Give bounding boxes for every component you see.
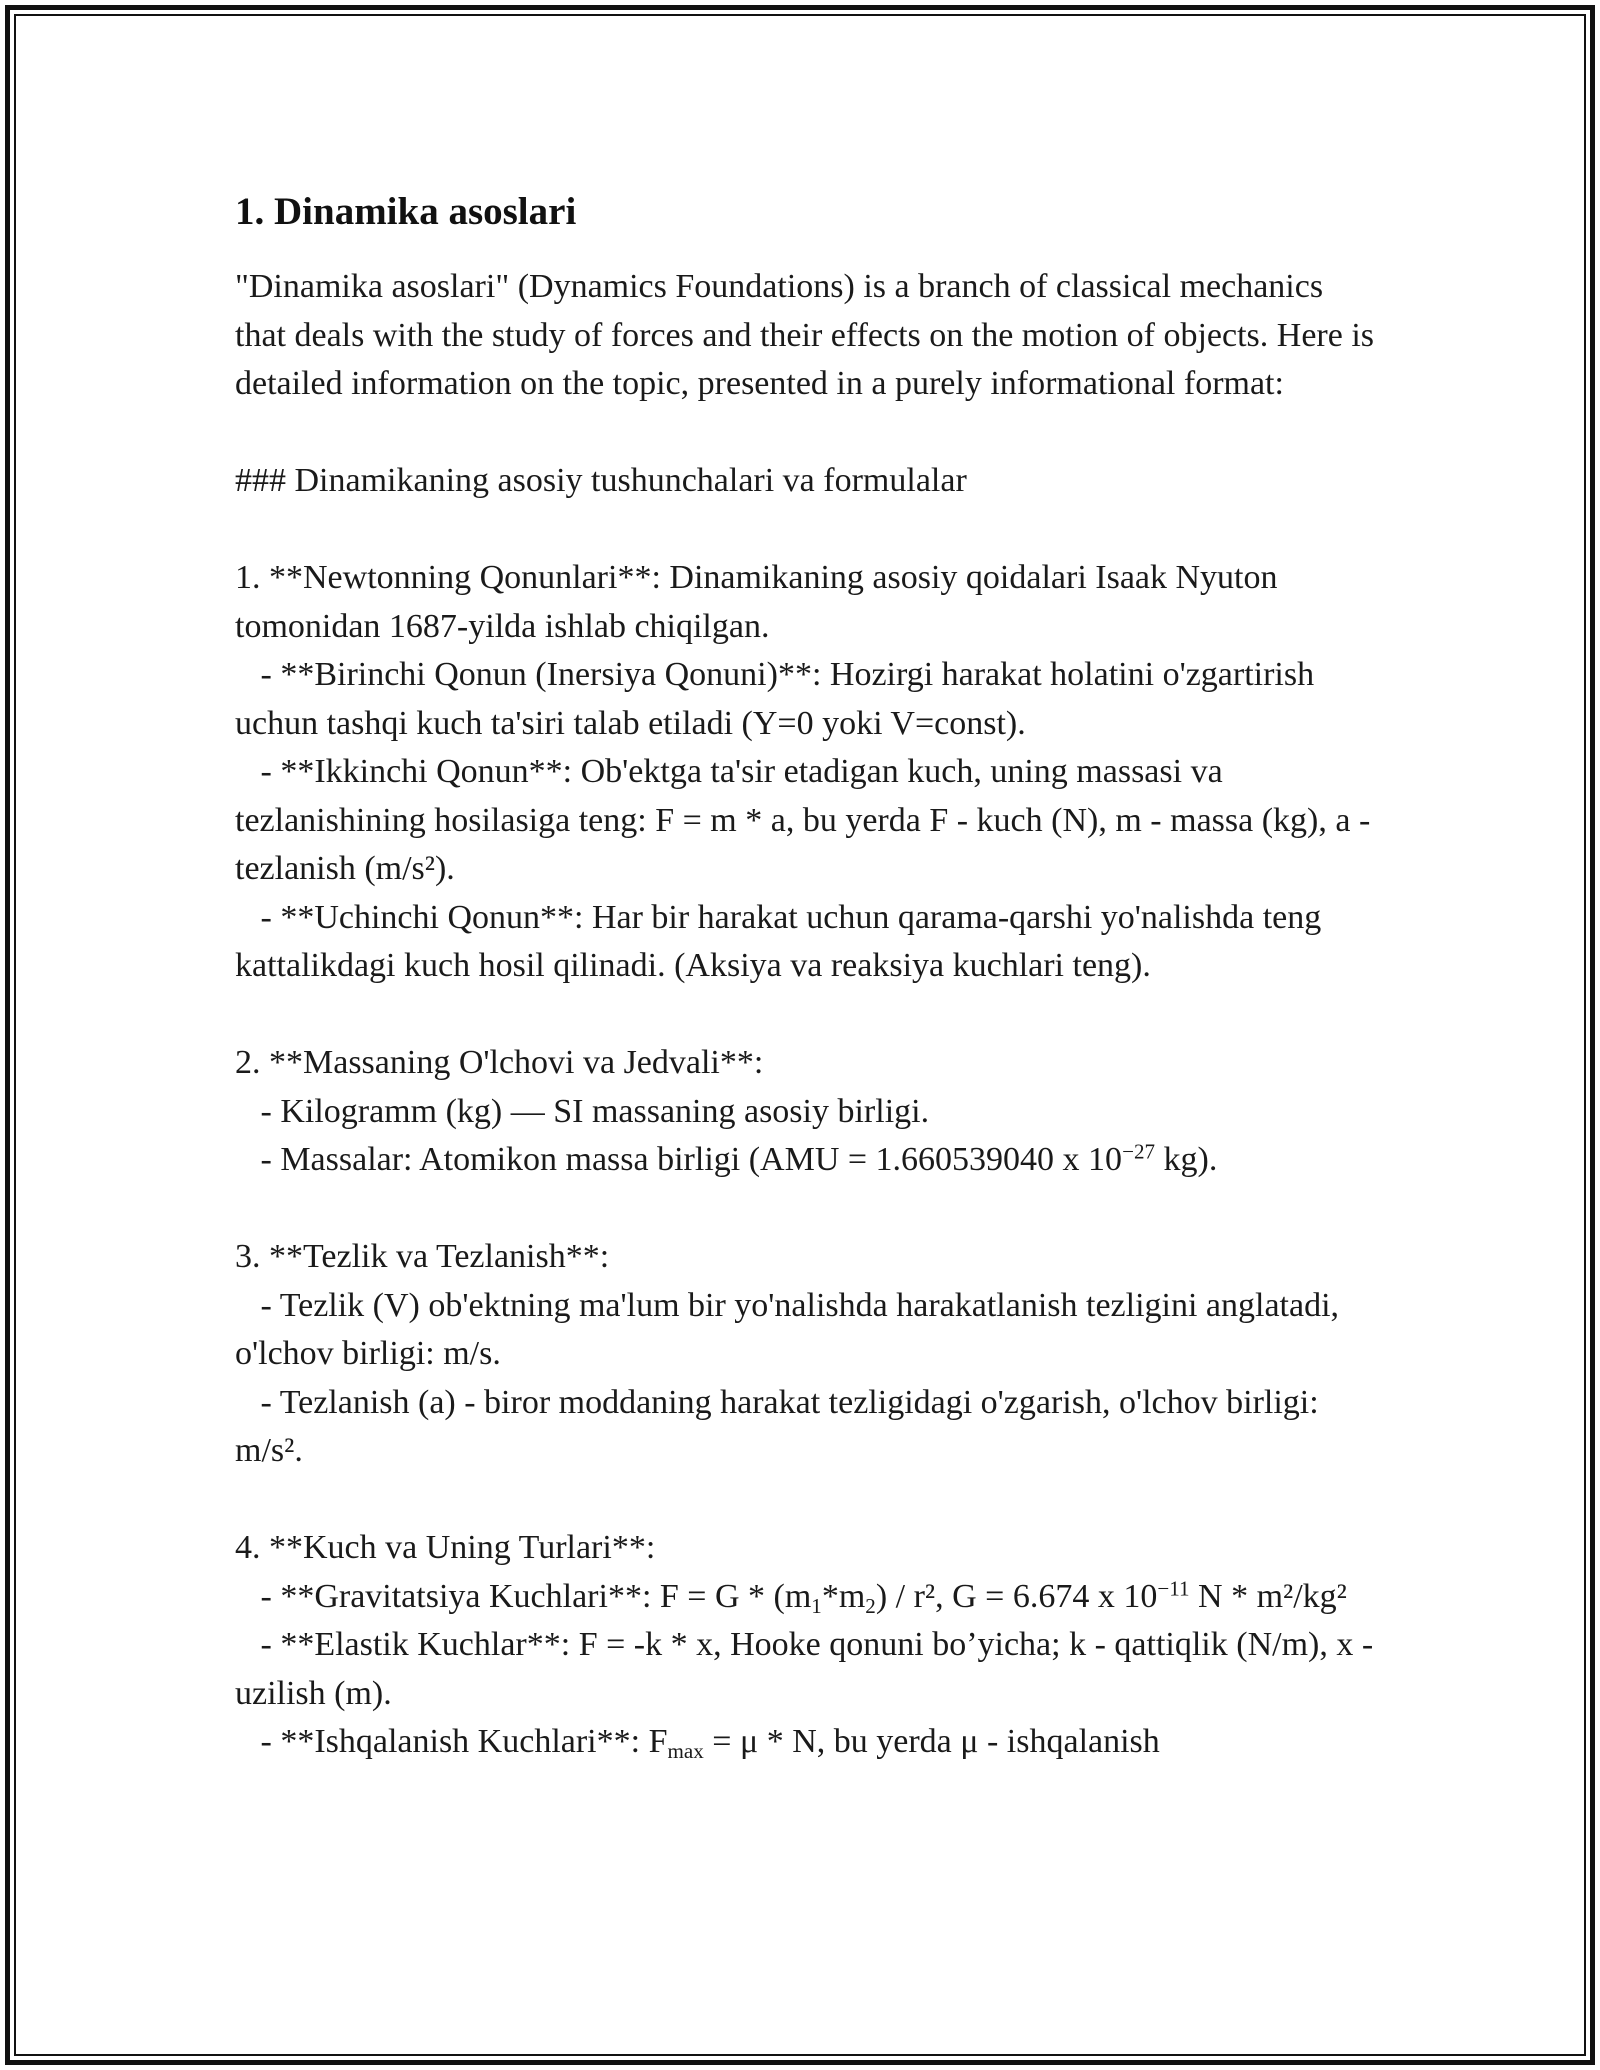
section-velocity (235, 1233, 1375, 1476)
intro-paragraph: "Dinamika asoslari" (Dynamics Foundations) is a branch of classical mechanics that deals with the study of forces and their effects on the motion of objects. Here is detailed information on the topic, presented in a purely informational format: (235, 268, 1383, 402)
spacer (235, 1185, 1375, 1234)
superscript: −11 (1157, 1575, 1190, 1600)
spacer (235, 506, 1375, 555)
section-subheading: ### Dinamikaning asosiy tushunchalari va formulalar (235, 462, 967, 499)
section-title: 4. **Kuch va Uning Turlari**: (235, 1529, 656, 1566)
list-item: - **Uchinchi Qonun**: Har bir harakat uchun qarama-qarshi yo'nalishda teng kattalikdagi kuch hosil qilinadi. (Aksiya va reaksiya kuchlari teng). (235, 898, 1330, 984)
list-item: - **Birinchi Qonun (Inersiya Qonuni)**: Hozirgi harakat holatini o'zgartirish uchun tashqi kuch ta'siri talab etiladi (Y=0 yoki V=const). (235, 656, 1323, 742)
subscript: 2 (865, 1593, 876, 1618)
text-run: = μ * N, bu yerda μ - ishqalanish (703, 1723, 1160, 1760)
text-run: - **Gravitatsiya Kuchlari**: F = G * (m (235, 1577, 812, 1615)
spacer (235, 991, 1375, 1040)
spacer (235, 409, 1375, 458)
text-run: - **Ishqalanish Kuchlari**: F (235, 1723, 668, 1760)
subscript: max (667, 1738, 704, 1763)
list-item (235, 1718, 1375, 1767)
section-title: 2. **Massaning O'lchovi va Jedvali**: (235, 1044, 764, 1081)
list-item (235, 1136, 1375, 1185)
list-item: - **Elastik Kuchlar**: F = -k * x, Hooke qonuni bo’yicha; k - qattiqlik (N/m), x - uzilish (m). (235, 1626, 1382, 1712)
section-title: 1. **Newtonning Qonunlari**: Dinamikaning asosiy qoidalari Isaak Nyuton tomonidan 1687-yilda ishlab chiqilgan. (235, 559, 1286, 645)
text-run: N * m²/kg² (1189, 1577, 1347, 1615)
text-run: ) / r², G = 6.674 x 10 (875, 1577, 1158, 1615)
document-body (235, 180, 1383, 1767)
section-newton-laws (235, 554, 1379, 991)
subscript: 1 (811, 1593, 822, 1618)
section-forces (235, 1524, 1382, 1767)
superscript: −27 (1122, 1139, 1156, 1164)
section-title: 3. **Tezlik va Tezlanish**: (235, 1238, 610, 1275)
list-item (235, 1573, 1375, 1622)
list-item: - Kilogramm (kg) — SI massaning asosiy birligi. (235, 1092, 930, 1130)
section-mass (235, 1039, 1375, 1185)
list-item: - Tezlanish (a) - biror moddaning harakat tezligidagi o'zgarish, o'lchov birligi: m/s². (235, 1383, 1328, 1469)
text-run: kg). (1155, 1141, 1218, 1178)
spacer (235, 1476, 1375, 1525)
list-item: - Tezlik (V) ob'ektning ma'lum bir yo'nalishda harakatlanish tezligini anglatadi, o'lchov birligi: m/s. (235, 1286, 1348, 1372)
list-item: - **Ikkinchi Qonun**: Ob'ektga ta'sir etadigan kuch, uning massasi va tezlanishining hosilasiga teng: F = m * a, bu yerda F - kuch (N), m - massa (kg), a - tezlanish (m/s²). (235, 753, 1379, 887)
text-run: - Massalar: Atomikon massa birligi (AMU = 1.660539040 x 10 (235, 1141, 1123, 1178)
page-title: 1. Dinamika asoslari (235, 190, 577, 233)
text-run: *m (821, 1577, 866, 1615)
